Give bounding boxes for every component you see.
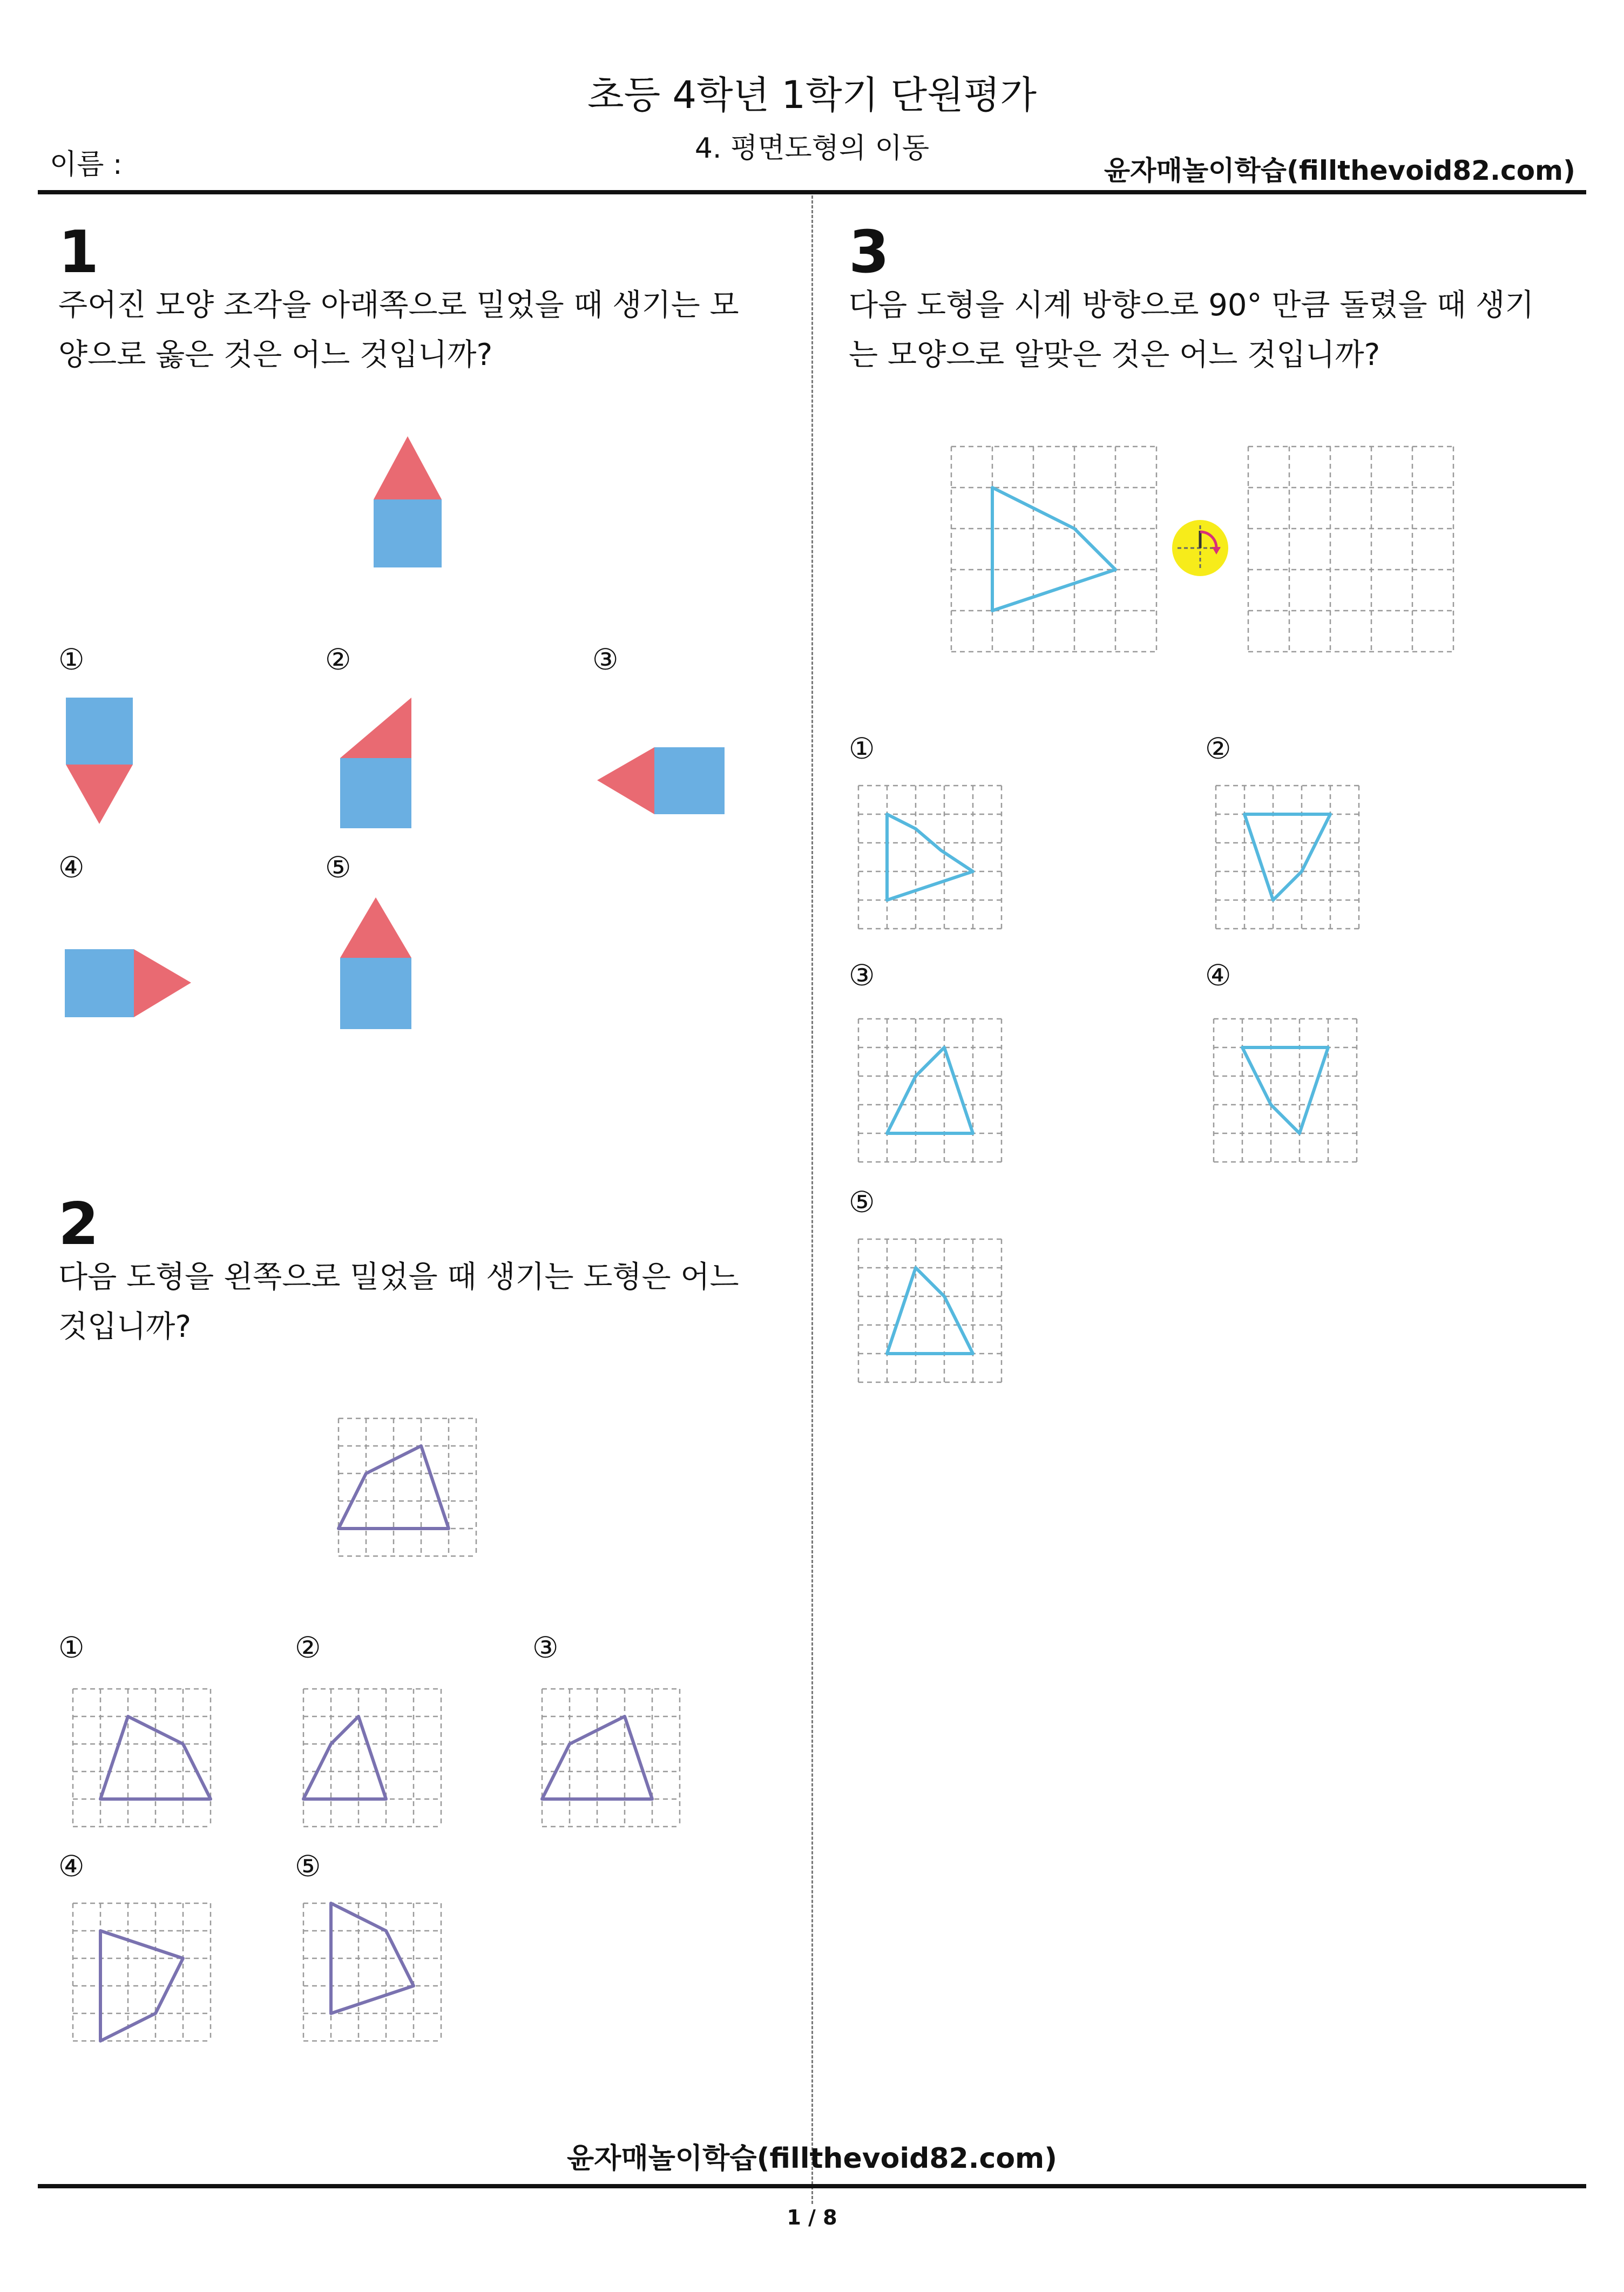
- dashed-grid: [1216, 786, 1359, 929]
- q3-number: 3: [849, 219, 890, 286]
- q2-option-4-figure[interactable]: [73, 1903, 211, 2041]
- q2-option-4-label[interactable]: ④: [58, 1849, 85, 1883]
- q3-option-5-label[interactable]: ⑤: [849, 1185, 875, 1219]
- q1-opt2-square: [340, 758, 411, 828]
- q3-option-4-figure[interactable]: [1214, 1019, 1357, 1162]
- site-credit-top: 윤자매놀이학습(fillthevoid82.com): [1104, 155, 1575, 186]
- q2-option-2-label[interactable]: ②: [295, 1631, 321, 1665]
- q1-opt4-square: [65, 949, 134, 1017]
- q1-option-2-figure[interactable]: [339, 697, 412, 829]
- q2-option-5-figure[interactable]: [303, 1903, 441, 2041]
- q3-option-1-figure[interactable]: [858, 786, 1002, 929]
- q1-given-shape: [367, 435, 448, 570]
- q1-option-1-label[interactable]: ①: [58, 643, 85, 677]
- q3-opt4-shape: [1242, 1047, 1328, 1133]
- q2-number: 2: [58, 1191, 99, 1258]
- q1-option-5-figure[interactable]: [339, 896, 412, 1030]
- q3-option-5-figure[interactable]: [858, 1239, 1002, 1382]
- q2-given-figure: [339, 1418, 476, 1556]
- q1-given-square: [374, 499, 442, 567]
- q1-opt3-triangle: [597, 747, 654, 814]
- dashed-grid: [1214, 1019, 1357, 1162]
- footer-rule: [38, 2184, 1586, 2188]
- rotate-clockwise-icon: [1169, 516, 1239, 580]
- dashed-grid: [858, 786, 1002, 929]
- q1-option-5-label[interactable]: ⑤: [325, 850, 351, 884]
- q2-opt4-shape: [100, 1931, 183, 2041]
- name-label: 이름 :: [50, 148, 123, 181]
- q1-text-line2: 양으로 옳은 것은 어느 것입니까?: [58, 337, 493, 373]
- q1-option-4-label[interactable]: ④: [58, 850, 85, 884]
- q1-given-triangle: [374, 436, 442, 499]
- dashed-grid: [951, 447, 1156, 652]
- q3-option-2-label[interactable]: ②: [1205, 732, 1231, 766]
- q2-option-1-label[interactable]: ①: [58, 1631, 85, 1665]
- q1-opt2-triangle: [340, 698, 411, 758]
- site-credit-bottom: 윤자매놀이학습(fillthevoid82.com): [566, 2142, 1057, 2175]
- q1-option-1-figure[interactable]: [65, 697, 135, 826]
- q2-text-line1: 다음 도형을 왼쪽으로 밀었을 때 생기는 도형은 어느: [58, 1260, 739, 1295]
- q1-option-3-figure[interactable]: [596, 746, 726, 816]
- q2-text-line2: 것입니까?: [58, 1309, 192, 1344]
- q3-opt1-shape: [887, 814, 973, 900]
- dashed-grid: [1248, 447, 1453, 652]
- q1-option-4-figure[interactable]: [64, 948, 193, 1019]
- q3-option-2-figure[interactable]: [1216, 786, 1359, 929]
- q1-opt4-triangle: [134, 949, 191, 1017]
- dashed-grid: [858, 1019, 1002, 1162]
- q2-option-3-figure[interactable]: [542, 1689, 680, 1827]
- q3-option-3-label[interactable]: ③: [849, 958, 875, 992]
- q2-option-3-label[interactable]: ③: [532, 1631, 559, 1665]
- q3-blank-grid: [1248, 447, 1453, 652]
- q3-option-1-label[interactable]: ①: [849, 732, 875, 766]
- q2-option-5-label[interactable]: ⑤: [295, 1849, 321, 1883]
- unit-subtitle: 4. 평면도형의 이동: [694, 132, 930, 165]
- q3-given-shape: [992, 488, 1115, 611]
- q1-text-line1: 주어진 모양 조각을 아래쪽으로 밀었을 때 생기는 모: [58, 288, 739, 323]
- q1-opt1-square: [66, 698, 133, 765]
- q3-option-3-figure[interactable]: [858, 1019, 1002, 1162]
- q2-option-1-figure[interactable]: [73, 1689, 211, 1827]
- q1-option-2-label[interactable]: ②: [325, 643, 351, 677]
- column-divider: [811, 195, 813, 2204]
- q3-opt5-shape: [887, 1268, 973, 1354]
- q1-opt5-square: [340, 958, 411, 1029]
- q1-number: 1: [58, 219, 99, 286]
- q2-opt5-shape: [331, 1903, 414, 2013]
- page-title: 초등 4학년 1학기 단원평가: [587, 73, 1037, 117]
- q3-text-line2: 는 모양으로 알맞은 것은 어느 것입니까?: [849, 337, 1381, 373]
- q2-opt2-shape: [303, 1716, 386, 1799]
- q3-opt2-shape: [1244, 814, 1330, 900]
- q1-opt5-triangle: [340, 897, 411, 958]
- dashed-grid: [858, 1239, 1002, 1382]
- q3-given-figure: [951, 447, 1156, 652]
- q2-option-2-figure[interactable]: [303, 1689, 441, 1827]
- q3-option-4-label[interactable]: ④: [1205, 958, 1231, 992]
- page-number: 1 / 8: [787, 2206, 837, 2229]
- q1-opt3-square: [654, 747, 725, 814]
- q1-opt1-triangle: [66, 765, 133, 824]
- header-rule: [38, 190, 1586, 194]
- q3-opt3-shape: [887, 1047, 973, 1133]
- q1-option-3-label[interactable]: ③: [592, 643, 619, 677]
- q3-text-line1: 다음 도형을 시계 방향으로 90° 만큼 돌렸을 때 생기: [849, 288, 1534, 323]
